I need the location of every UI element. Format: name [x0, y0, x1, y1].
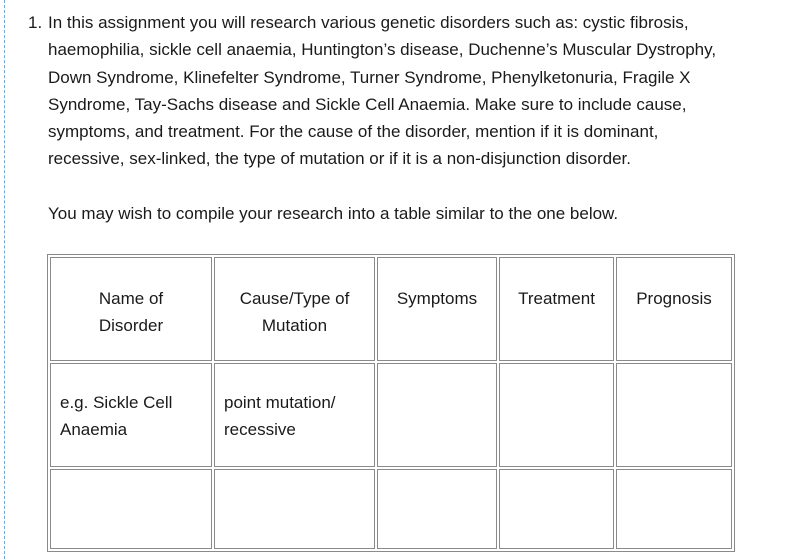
- paragraph-line: symptoms, and treatment. For the cause of the disorder, mention if it is dominant,: [48, 122, 659, 142]
- table-header-row: [50, 257, 732, 361]
- cell-empty: [50, 469, 212, 549]
- cell-empty: [616, 469, 732, 549]
- margin-rule: [4, 0, 5, 559]
- assignment-paragraph: [48, 9, 768, 173]
- table-intro: You may wish to compile your research into a table similar to the one below.: [48, 204, 619, 223]
- paragraph-line: In this assignment you will research various genetic disorders such as: cystic fibrosis,: [48, 13, 689, 32]
- paragraph-line: Syndrome, Tay-Sachs disease and Sickle Cell Anaemia. Make sure to include cause,: [48, 94, 687, 114]
- paragraph-line: recessive, sex-linked, the type of mutation or if it is a non-disjunction disorder.: [48, 149, 632, 169]
- cell-symptoms-example: [377, 363, 497, 467]
- header-symptoms: Symptoms: [377, 257, 497, 361]
- cell-disorder-example: e.g. Sickle Cell Anaemia: [50, 363, 212, 467]
- paragraph-line: Down Syndrome, Klinefelter Syndrome, Turner Syndrome, Phenylketonuria, Fragile X: [48, 67, 691, 87]
- cell-empty: [499, 469, 614, 549]
- paragraph-line: haemophilia, sickle cell anaemia, Huntington’s disease, Duchenne’s Muscular Dystrophy,: [48, 40, 717, 60]
- header-prognosis: Prognosis: [616, 257, 732, 361]
- cell-treatment-example: [499, 363, 614, 467]
- item-number: 1.: [28, 13, 43, 32]
- research-table: [47, 254, 735, 552]
- cell-cause-example: point mutation/ recessive: [214, 363, 375, 467]
- cell-empty: [377, 469, 497, 549]
- header-treatment: Treatment: [499, 257, 614, 361]
- table-row-empty: [50, 469, 732, 549]
- cell-empty: [214, 469, 375, 549]
- header-name-of-disorder: Name of Disorder: [50, 257, 212, 361]
- table-row-example: [50, 363, 732, 467]
- cell-prognosis-example: [616, 363, 732, 467]
- header-cause-type: Cause/Type of Mutation: [214, 257, 375, 361]
